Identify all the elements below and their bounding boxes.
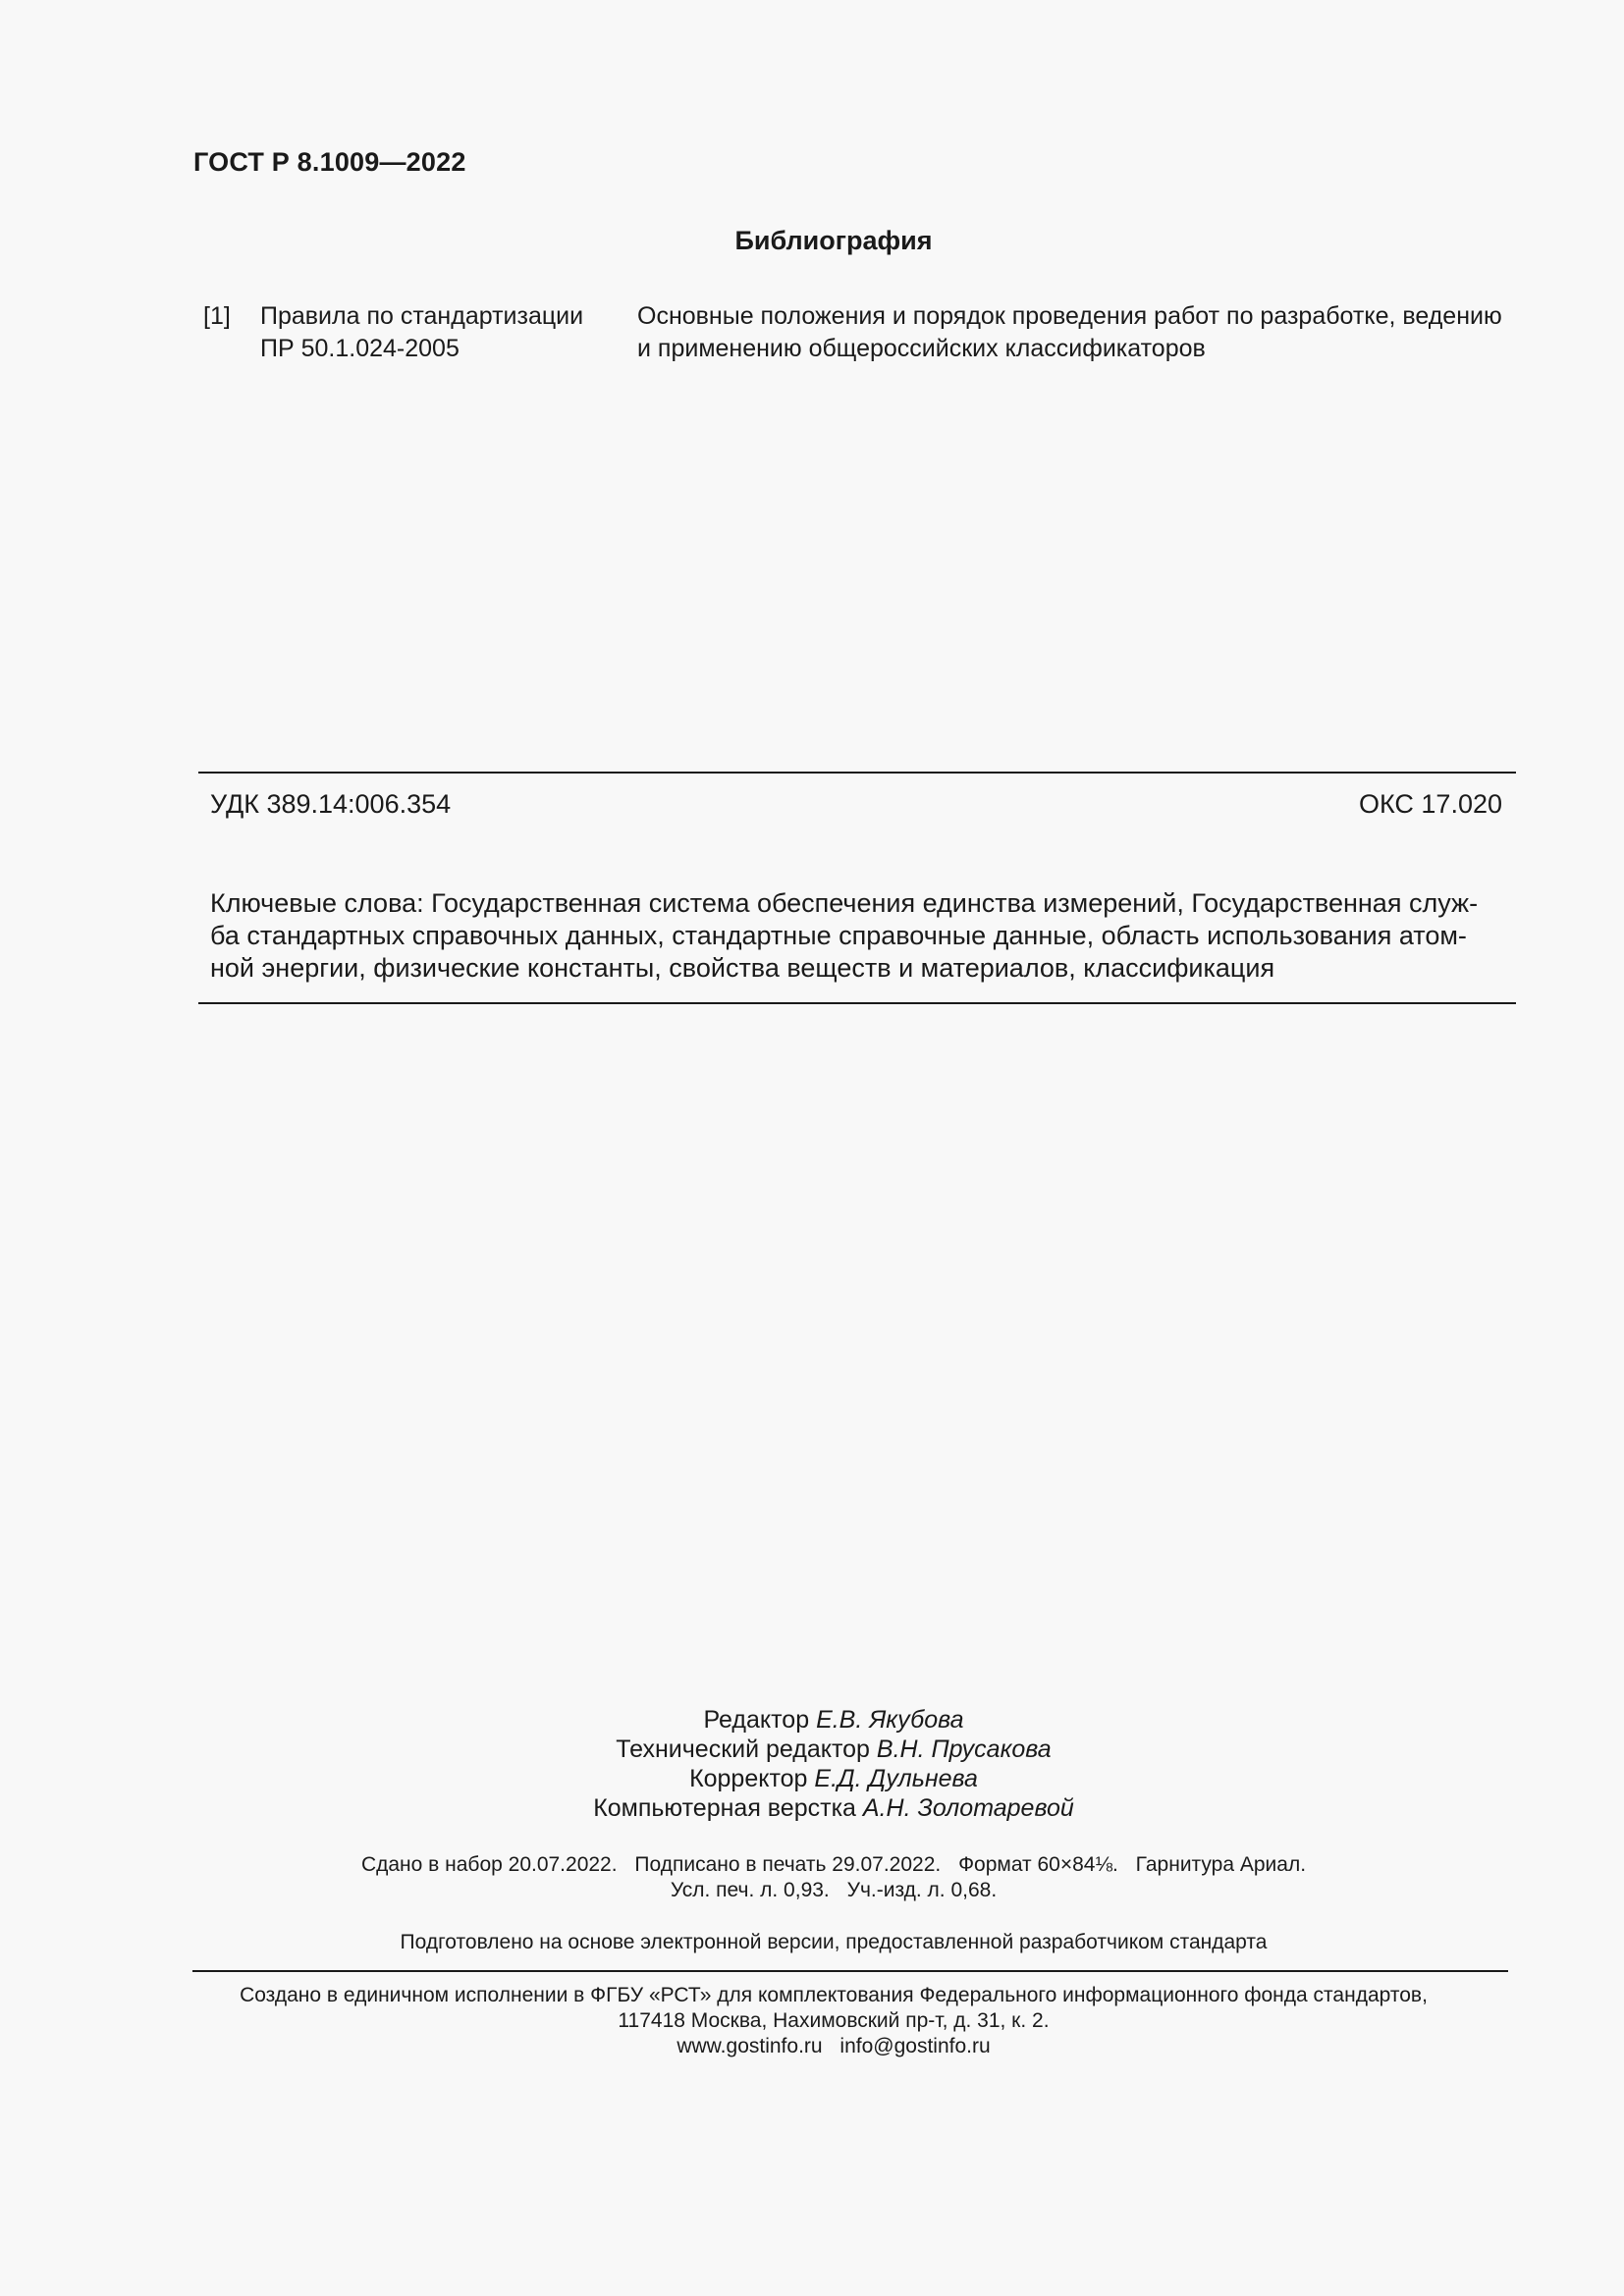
imprint-format: Формат 60×84⅛. (958, 1853, 1118, 1876)
divider-bottom (198, 1002, 1516, 1004)
keywords-line: ной энергии, физические константы, свойства веществ и материалов, классификация (210, 953, 1275, 983)
credit-label: Технический редактор (616, 1735, 870, 1763)
bibliography-title-line: и применению общероссийских классификаторов (637, 335, 1206, 362)
credits-block (0, 1705, 1624, 1823)
imprint-typeface: Гарнитура Ариал. (1135, 1853, 1307, 1876)
publisher-address: 117418 Москва, Нахимовский пр-т, д. 31, к. 2. (618, 2009, 1050, 2032)
credit-name: А.Н. Золотаревой (862, 1794, 1074, 1822)
credit-corrector (43, 1764, 1624, 1793)
keywords-line: Ключевые слова: Государственная система обеспечения единства измерений, Государственная служ- (210, 888, 1479, 918)
credit-name: Е.В. Якубова (816, 1706, 964, 1734)
publisher-contacts (43, 2034, 1624, 2059)
udk-code: УДК 389.14:006.354 (210, 789, 452, 819)
divider-top (198, 772, 1516, 774)
credit-editor (43, 1705, 1624, 1735)
document-code: ГОСТ Р 8.1009—2022 (193, 147, 466, 177)
divider-footer (192, 1970, 1508, 1972)
imprint-data (0, 1852, 1624, 1903)
bibliography-entry-title (637, 300, 1521, 365)
imprint-signed: Подписано в печать 29.07.2022. (634, 1853, 942, 1876)
bibliography-entry-number: [1] (203, 302, 231, 330)
prepared-note: Подготовлено на основе электронной версии, предоставленной разработчиком стандарта (400, 1931, 1268, 1953)
keywords (210, 887, 1506, 985)
bibliography-source-line: Правила по стандартизации (260, 302, 584, 330)
credit-name: В.Н. Прусакова (876, 1735, 1052, 1763)
imprint-submitted: Сдано в набор 20.07.2022. (360, 1853, 618, 1876)
imprint-line (43, 1852, 1624, 1878)
credit-layout (43, 1793, 1624, 1823)
imprint-pub-sheets: Уч.-изд. л. 0,68. (846, 1879, 998, 1901)
imprint-print-sheets: Усл. печ. л. 0,93. (670, 1879, 830, 1901)
imprint-line (43, 1878, 1624, 1903)
credit-name: Е.Д. Дульнева (814, 1765, 978, 1792)
publisher-line: Создано в единичном исполнении в ФГБУ «РСТ» для комплектования Федерального информационного фонда стандартов, (240, 1984, 1428, 2006)
bibliography-title: Библиография (734, 226, 933, 255)
credit-tech-editor (43, 1735, 1624, 1764)
credit-label: Корректор (689, 1765, 808, 1792)
oks-code: ОКС 17.020 (1358, 789, 1502, 819)
bibliography-source-line: ПР 50.1.024-2005 (260, 335, 460, 362)
bibliography-entry-source (260, 300, 643, 365)
keywords-line: ба стандартных справочных данных, стандартные справочные данные, область использования атом- (210, 921, 1467, 950)
credit-label: Редактор (703, 1706, 810, 1734)
bibliography-title-line: Основные положения и порядок проведения работ по разработке, ведению (637, 302, 1502, 330)
credit-label: Компьютерная верстка (593, 1794, 856, 1822)
publisher-website[interactable]: www.gostinfo.ru (677, 2035, 823, 2057)
publisher-email[interactable]: info@gostinfo.ru (839, 2035, 991, 2057)
publisher-info (0, 1983, 1624, 2059)
